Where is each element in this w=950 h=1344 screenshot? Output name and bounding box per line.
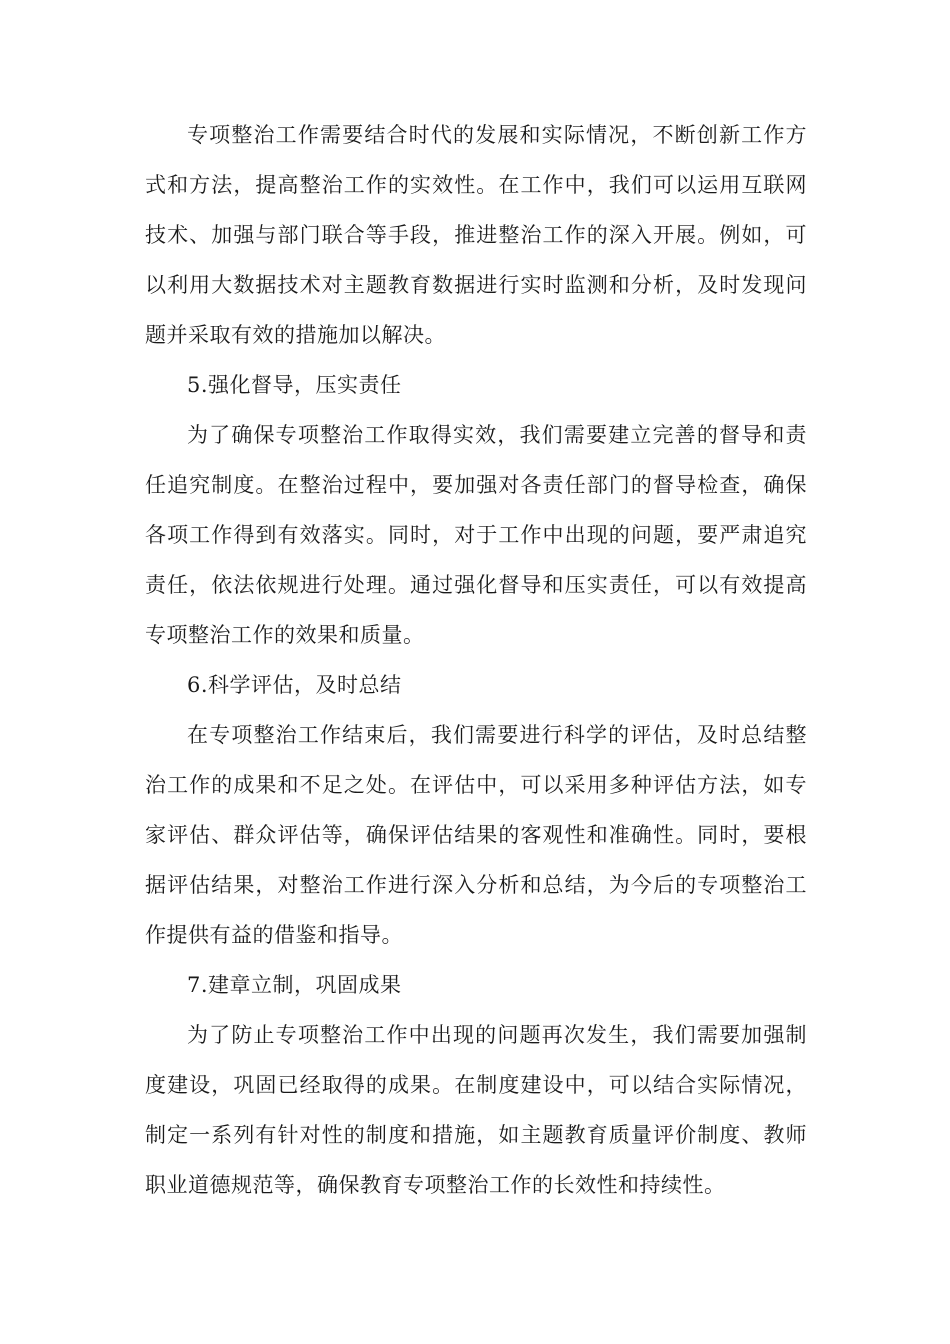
section-heading-5: 5.强化督导，压实责任 [187,373,402,397]
paragraph-innovation: 专项整治工作需要结合时代的发展和实际情况，不断创新工作方式和方法，提高整治工作的实效性。在工作中，我们可以运用互联网技术、加强与部门联合等手段，推进整治工作的深入开展。例如，可以利用大数据技术对主题教育数据进行实时监测和分析，及时发现问题并采取有效的措施加以解决。 [145,123,807,347]
section-heading-6: 6.科学评估，及时总结 [187,673,402,697]
paragraph-evaluation: 在专项整治工作结束后，我们需要进行科学的评估，及时总结整治工作的成果和不足之处。在评估中，可以采用多种评估方法，如专家评估、群众评估等，确保评估结果的客观性和准确性。同时，要根据评估结果，对整治工作进行深入分析和总结，为今后的专项整治工作提供有益的借鉴和指导。 [145,723,807,947]
paragraph-supervision: 为了确保专项整治工作取得实效，我们需要建立完善的督导和责任追究制度。在整治过程中，要加强对各责任部门的督导检查，确保各项工作得到有效落实。同时，对于工作中出现的问题，要严肃追究责任，依法依规进行处理。通过强化督导和压实责任，可以有效提高专项整治工作的效果和质量。 [145,423,807,647]
document-body [145,110,807,1210]
paragraph-institution: 为了防止专项整治工作中出现的问题再次发生，我们需要加强制度建设，巩固已经取得的成果。在制度建设中，可以结合实际情况，制定一系列有针对性的制度和措施，如主题教育质量评价制度、教师职业道德规范等，确保教育专项整治工作的长效性和持续性。 [145,1023,807,1197]
section-heading-7: 7.建章立制，巩固成果 [187,973,402,997]
